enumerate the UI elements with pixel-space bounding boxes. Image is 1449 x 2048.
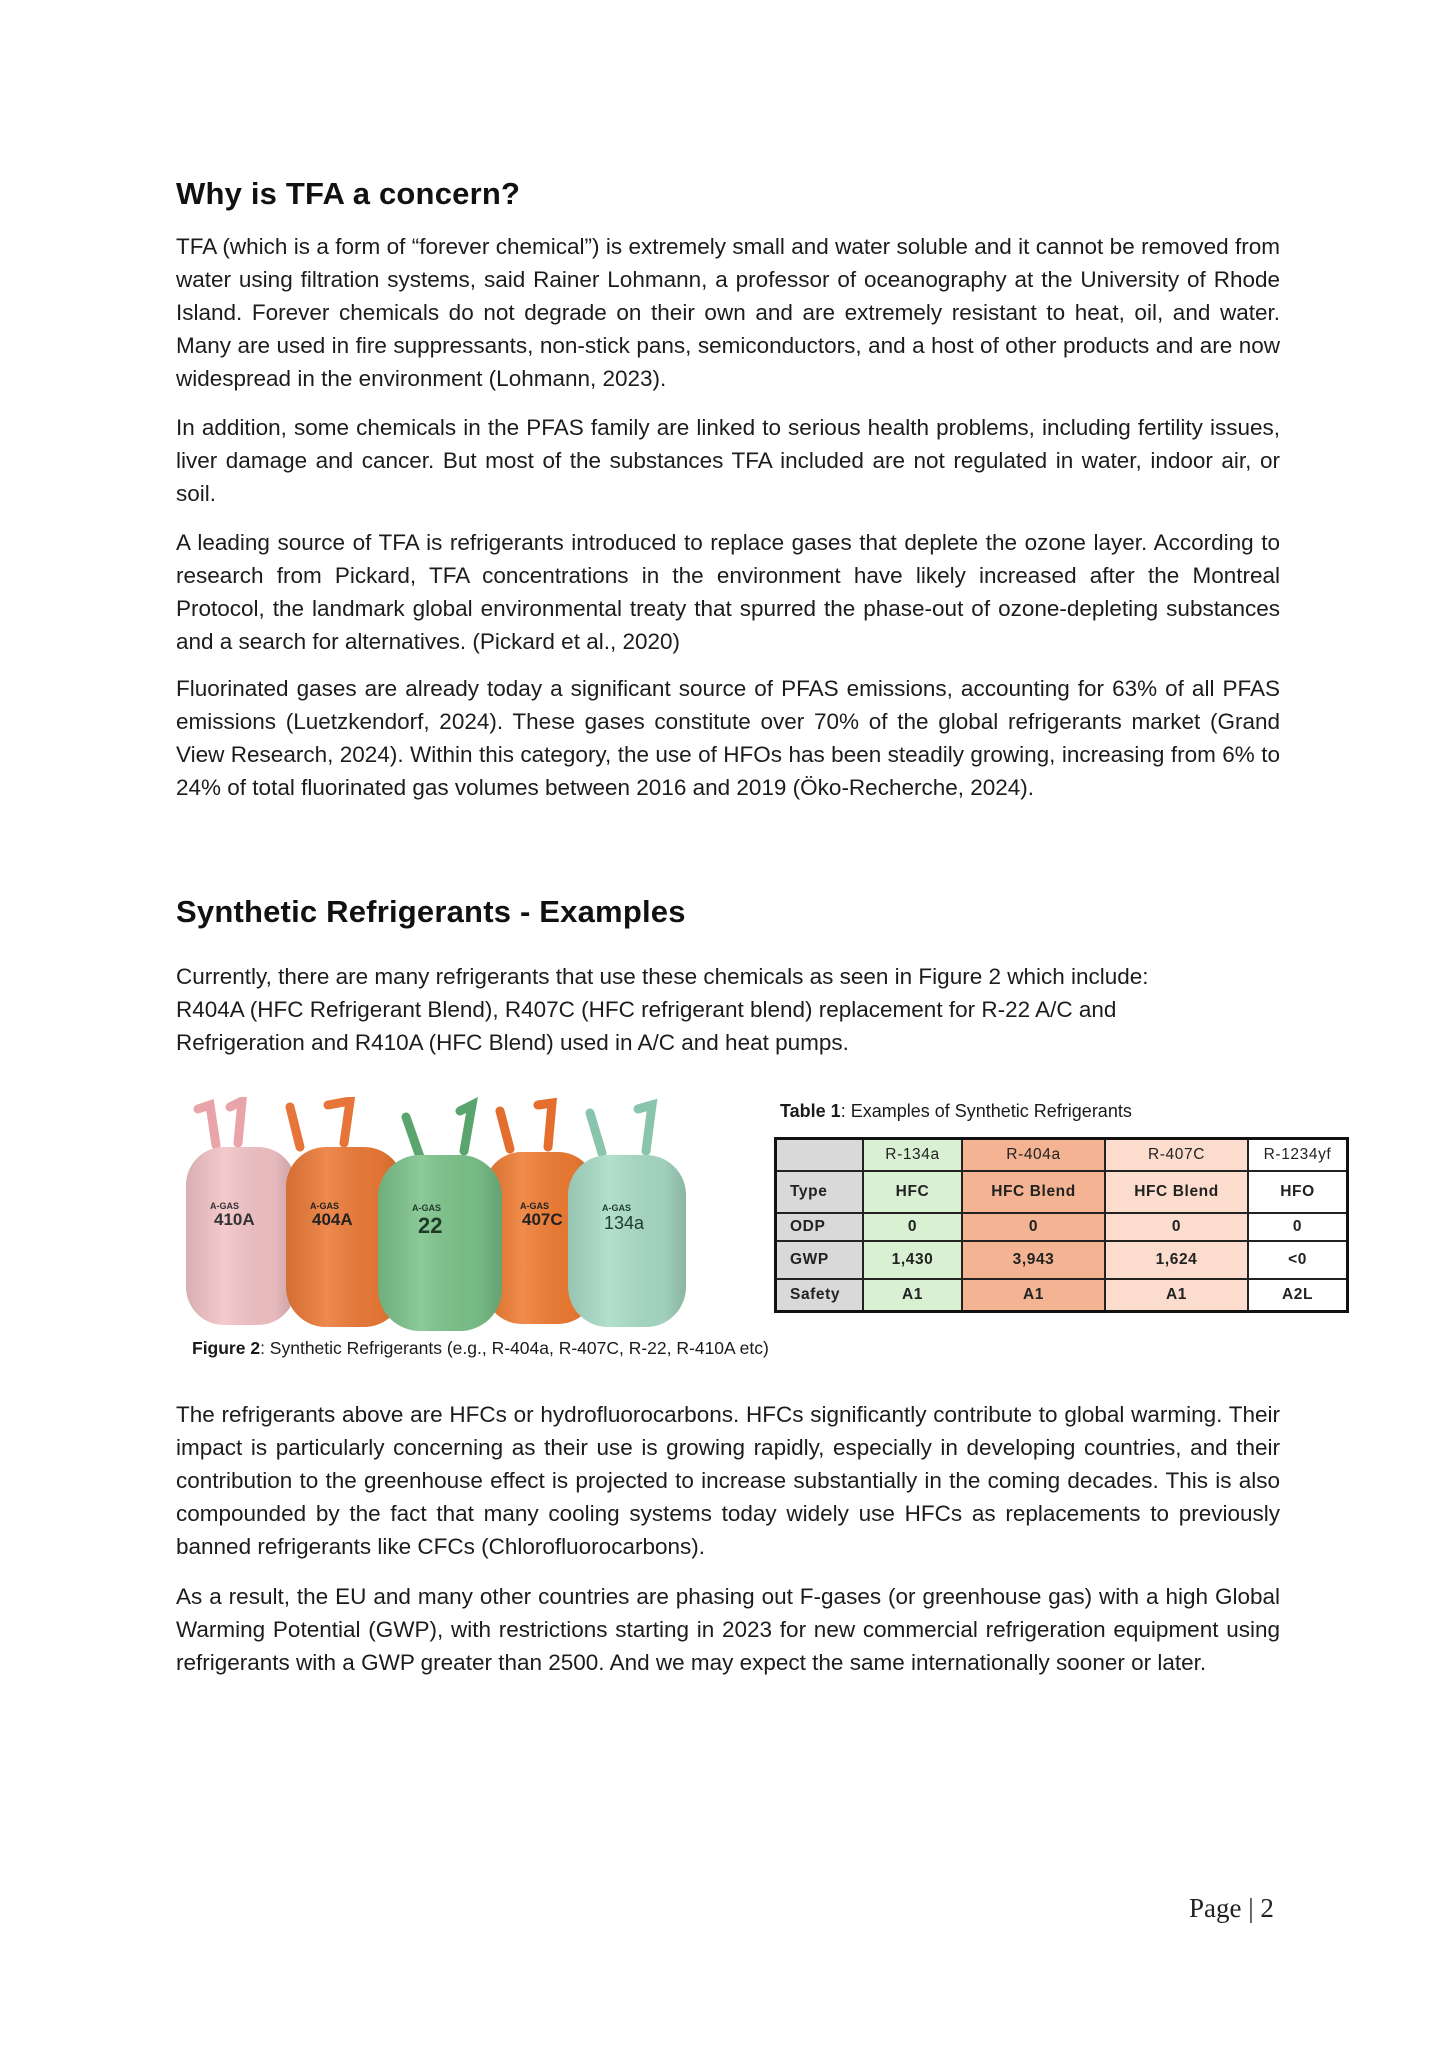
column-header: R-407C (1105, 1139, 1248, 1172)
row-label: Safety (776, 1279, 864, 1312)
svg-text:A-GAS: A-GAS (412, 1203, 441, 1213)
paragraph: TFA (which is a form of “forever chemical”) is extremely small and water soluble and it cannot be removed from water using filtration systems, said Rainer Lohmann, a professor of oceanography at the University of Rhode Island. Forever chemicals do not degrade on their own and are extremely resistant to heat, oil, and water. Many are used in fire suppressants, non-stick pans, semiconductors, and a host of other products and are now widespread in the environment (Lohmann, 2023). (176, 234, 1280, 391)
cylinder-410a (186, 1101, 296, 1325)
paragraph: A leading source of TFA is refrigerants introduced to replace gases that deplete the ozone layer. According to research from Pickard, TFA concentrations in the environment have likely increased after the Montreal Protocol, the landmark global environmental treaty that spurred the phase-out of ozone-depleting substances and a search for alternatives. (Pickard et al., 2020) (176, 530, 1280, 654)
table-cell: A1 (1105, 1279, 1248, 1312)
figure-caption (192, 1338, 769, 1359)
row-label: Type (776, 1171, 864, 1213)
svg-text:404A: 404A (312, 1210, 353, 1229)
table-row (776, 1171, 1348, 1213)
cylinder-22 (378, 1105, 502, 1331)
paragraph: The refrigerants above are HFCs or hydrofluorocarbons. HFCs significantly contribute to global warming. Their impact is particularly concerning as their use is growing rapidly, especially in developing countries, and their contribution to the greenhouse effect is projected to increase substantially in the coming decades. This is also compounded by the fact that many cooling systems today widely use HFCs as replacements to previously banned refrigerants like CFCs (Chlorofluorocarbons). (176, 1402, 1280, 1559)
table-cell: HFO (1248, 1171, 1348, 1213)
svg-text:134a: 134a (604, 1213, 645, 1233)
table-cell: 1,430 (863, 1241, 962, 1279)
svg-text:A-GAS: A-GAS (210, 1201, 239, 1211)
table-cell: A1 (962, 1279, 1105, 1312)
table-cell: A1 (863, 1279, 962, 1312)
refrigerant-cylinders-image (178, 1097, 718, 1333)
svg-text:410A: 410A (214, 1210, 255, 1229)
table-corner-cell (776, 1139, 864, 1172)
paragraph: Currently, there are many refrigerants that use these chemicals as seen in Figure 2 which include: R404A (HFC Refrigerant Blend), R407C (HFC refrigerant blend) replacement for R-22 A/C and Refrigeration and R410A (HFC Blend) used in A/C and heat pumps. (176, 964, 1149, 1055)
svg-text:22: 22 (418, 1213, 443, 1238)
column-header: R-134a (863, 1139, 962, 1172)
paragraph: In addition, some chemicals in the PFAS family are linked to serious health problems, including fertility issues, liver damage and cancer. But most of the substances TFA included are not regulated in water, indoor air, or soil. (176, 415, 1280, 506)
table-caption (780, 1101, 1132, 1122)
table-row (776, 1213, 1348, 1241)
svg-text:A-GAS: A-GAS (520, 1201, 549, 1211)
page-number: Page | 2 (1189, 1893, 1274, 1923)
column-header: R-1234yf (1248, 1139, 1348, 1172)
table-label: Table 1 (780, 1101, 841, 1121)
table-cell: 1,624 (1105, 1241, 1248, 1279)
table-cell: A2L (1248, 1279, 1348, 1312)
svg-text:407C: 407C (522, 1210, 563, 1229)
table-cell: HFC Blend (1105, 1171, 1248, 1213)
paragraph: Fluorinated gases are already today a significant source of PFAS emissions, accounting for 63% of all PFAS emissions (Luetzkendorf, 2024). These gases constitute over 70% of the global refrigerants market (Grand View Research, 2024). Within this category, the use of HFOs has been steadily growing, increasing from 6% to 24% of total fluorinated gas volumes between 2016 and 2019 (Öko-Recherche, 2024). (176, 676, 1280, 800)
figure-caption-text: : Synthetic Refrigerants (e.g., R-404a, R-407C, R-22, R-410A etc) (260, 1338, 769, 1358)
table-header-row (776, 1139, 1348, 1172)
table-cell: 0 (1105, 1213, 1248, 1241)
row-label: GWP (776, 1241, 864, 1279)
table-cell: 0 (962, 1213, 1105, 1241)
column-header: R-404a (962, 1139, 1105, 1172)
section-heading-tfa-concern: Why is TFA a concern? (176, 176, 521, 211)
table-caption-text: : Examples of Synthetic Refrigerants (840, 1101, 1132, 1121)
svg-text:A-GAS: A-GAS (602, 1203, 631, 1213)
table-cell: <0 (1248, 1241, 1348, 1279)
table-row (776, 1279, 1348, 1312)
row-label: ODP (776, 1213, 864, 1241)
section-heading-synthetic-refrigerants: Synthetic Refrigerants - Examples (176, 894, 686, 929)
table-cell: 0 (1248, 1213, 1348, 1241)
table-row (776, 1241, 1348, 1279)
paragraph: As a result, the EU and many other countries are phasing out F-gases (or greenhouse gas) with a high Global Warming Potential (GWP), with restrictions starting in 2023 for new commercial refrigeration equipment using refrigerants with a GWP greater than 2500. And we may expect the same internationally sooner or later. (176, 1584, 1280, 1675)
svg-text:A-GAS: A-GAS (310, 1201, 339, 1211)
table-cell: HFC (863, 1171, 962, 1213)
figure-label: Figure 2 (192, 1338, 261, 1358)
table-cell: 3,943 (962, 1241, 1105, 1279)
refrigerants-table (774, 1137, 1349, 1313)
cylinder-134a (568, 1105, 686, 1327)
table-cell: 0 (863, 1213, 962, 1241)
table-cell: HFC Blend (962, 1171, 1105, 1213)
